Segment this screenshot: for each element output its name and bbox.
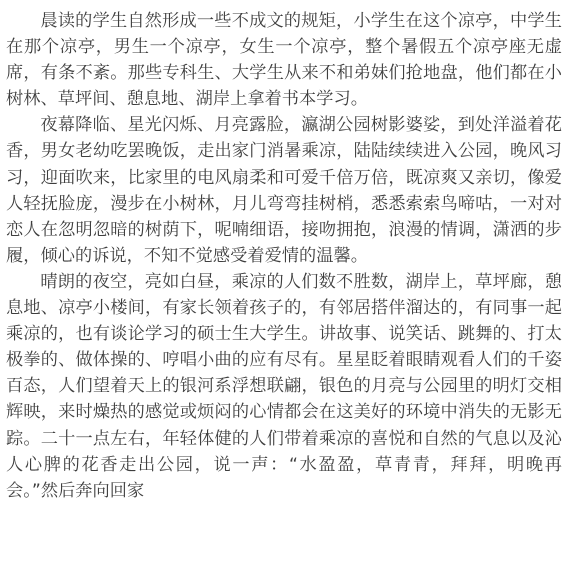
paragraph-clear-night: 晴朗的夜空，亮如白昼，乘凉的人们数不胜数，湖岸上，草坪廊，憩息地、凉亭小楼间，有家长领着孩子的，有邻居搭伴溜达的，有同事一起乘凉的，也有谈论学习的硕士生大学生。讲故事、说笑话、跳舞的、打太极拳的、做体操的、哼唱小曲的应有尽有。星星眨着眼睛观看人们的千姿百态，人们望着天上的银河系浮想联翩，银色的月亮与公园里的明灯交相辉映，来时燥热的感觉或烦闷的心情都会在这美好的环境中消失的无影无踪。二十一点左右，年轻体健的人们带着乘凉的喜悦和自然的气息以及沁人心脾的花香走出公园，说一声：“水盈盈，草青青，拜拜，明晚再会。”然后奔向回家 xyxy=(6,271,562,501)
paragraph-nightfall: 夜幕降临、星光闪烁、月亮露脸，瀛湖公园树影婆娑，到处洋溢着花香，男女老幼吃罢晚饭，走出家门消暑乘凉，陆陆续续进入公园，晚风习习，迎面吹来，比家里的电风扇柔和可爱千倍万倍，既凉爽又亲切，像爱人轻抚脸庞，漫步在小树林，月儿弯弯挂树梢，悉悉索索鸟啼咕，一对对恋人在忽明忽暗的树荫下，呢喃细语，接吻拥抱，浪漫的情调，潇洒的步履，倾心的诉说，不知不觉感受着爱情的温馨。 xyxy=(6,115,562,266)
article-body xyxy=(6,8,562,504)
paragraph-morning-reading: 晨读的学生自然形成一些不成文的规矩，小学生在这个凉亭，中学生在那个凉亭，男生一个凉亭，女生一个凉亭，整个暑假五个凉亭座无虚席，有条不紊。那些专科生、大学生从来不和弟妹们抢地盘，他们都在小树林、草坪间、憩息地、湖岸上拿着书本学习。 xyxy=(6,11,562,110)
